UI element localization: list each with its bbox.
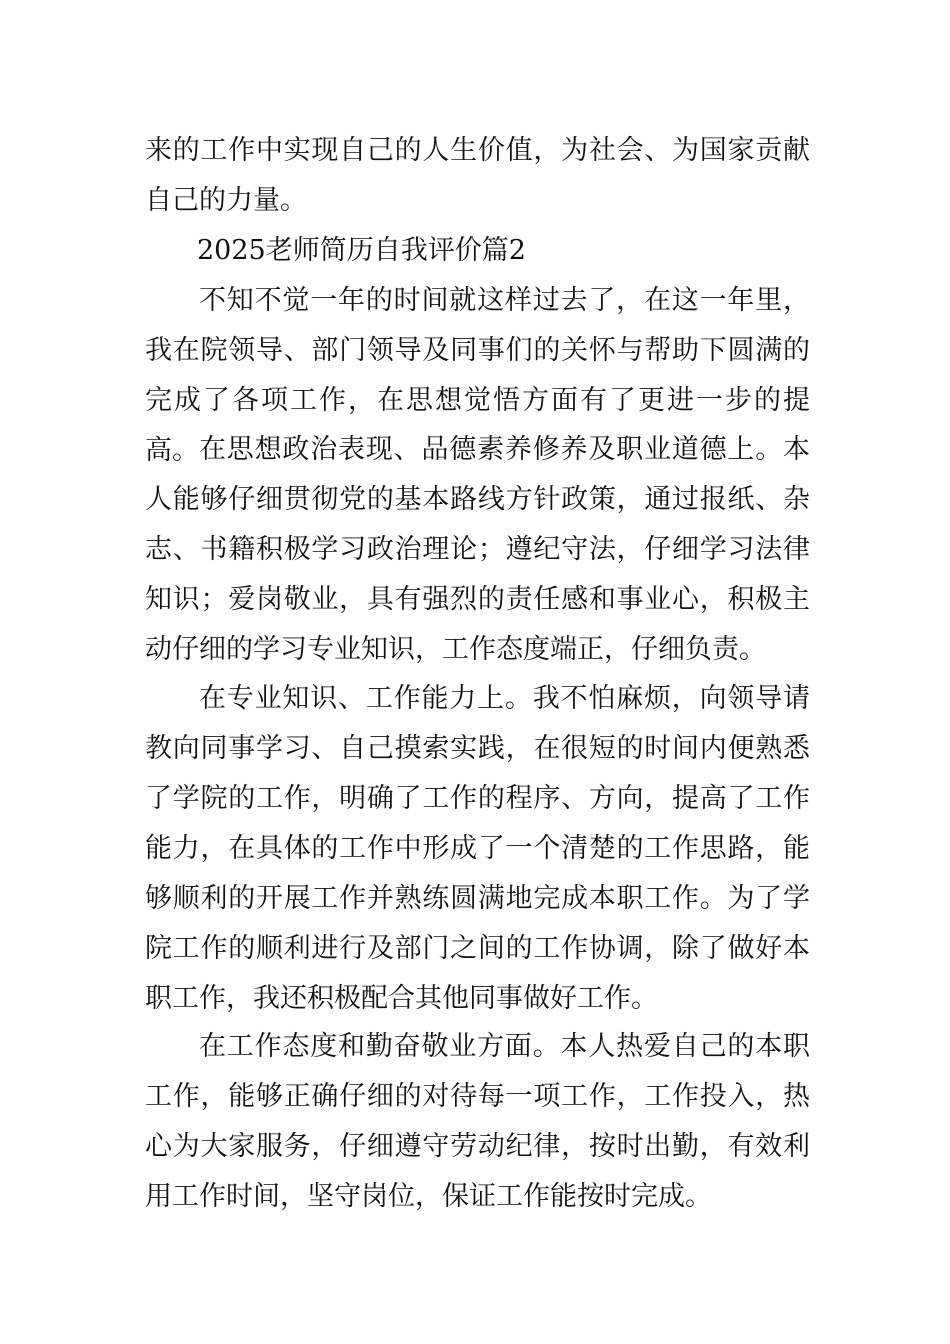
paragraph-intro: 不知不觉一年的时间就这样过去了，在这一年里，我在院领导、部门领导及同事们的关怀与帮助下圆满的完成了各项工作，在思想觉悟方面有了更进一步的提高。 xyxy=(145,285,810,466)
paragraph-continuation: 来的工作中实现自己的人生价值，为社会、为国家贡献自己的力量。 xyxy=(145,135,810,216)
paragraph-attitude: 在工作态度和勤奋敬业方面。本人热爱自己的本职工作，能够正确仔细的对待每一项工作，工作投入，热心为大家服务，仔细遵守劳动纪律，按时出勤，有效利用工作时间，坚守岗位，保证工作能按时完成。 xyxy=(145,1031,810,1212)
section-heading: 2025老师简历自我评价篇2 xyxy=(197,235,526,266)
paragraph-political: 在思想政治表现、品德素养修养及职业道德上。本人能够仔细贯彻党的基本路线方针政策，通过报纸、杂志、书籍积极学习政治理论；遵纪守法，仔细学习法律知识；爱岗敬业，具有强烈的责任感和事业心，积极主动仔细的学习专业知识，工作态度端正，仔细负责。 xyxy=(145,434,810,665)
paragraph-professional: 在专业知识、工作能力上。我不怕麻烦，向领导请教向同事学习、自己摸索实践，在很短的时间内便熟悉了学院的工作，明确了工作的程序、方向，提高了工作能力，在具体的工作中形成了一个清楚的工作思路，能够顺利的开展工作并熟练圆满地完成本职工作。为了学院工作的顺利进行及部门之间的工作协调，除了做好本职工作，我还积极配合其他同事做好工作。 xyxy=(145,683,810,1014)
